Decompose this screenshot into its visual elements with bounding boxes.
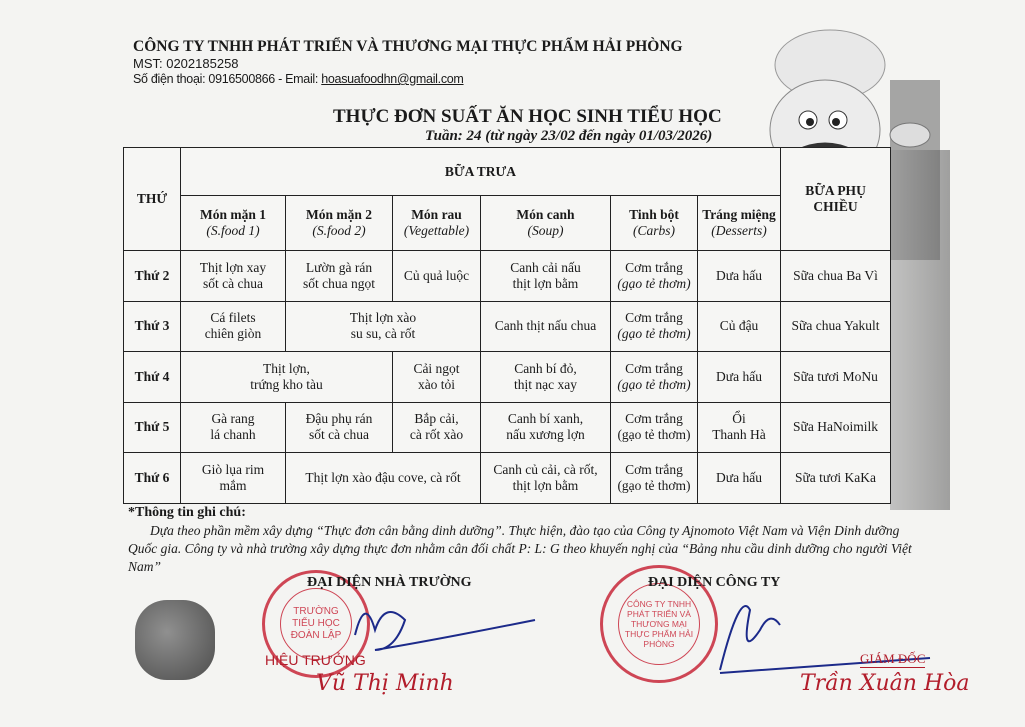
school-role: HIỆU TRƯỞNG [265,652,366,668]
col-sublabel: (Carbs) [632,223,675,238]
contact-info [133,72,464,86]
phone-text: Số điện thoại: 0916500866 - Email: [133,72,322,86]
school-signature-icon [345,595,545,655]
col-header-3 [481,196,611,251]
menu-item-text: Dưa hấu [716,368,762,384]
col-sublabel: (Desserts) [711,223,767,238]
menu-item-text: Dưa hấu [716,267,762,283]
company-signer-name: Trần Xuân Hòa [800,671,970,696]
menu-item-text: Sữa HaNoimilk [793,419,878,435]
menu-cell [181,402,286,453]
menu-item-text: Ổi Thanh Hà [712,411,766,443]
school-signer-name: Vũ Thị Minh [316,671,454,696]
menu-cell [286,453,481,504]
menu-item-text: Cơm trắng [625,360,683,376]
menu-item-text: Sữa chua Ba Vì [793,267,878,283]
col-label: Món rau [411,207,462,222]
menu-item-text: Cá filets chiên giòn [204,310,262,342]
menu-item-text: Canh cải nấu thịt lợn bằm [510,259,581,291]
table-row [124,352,891,403]
menu-cell [393,402,481,453]
menu-cell [611,352,698,403]
company-representative-label: ĐẠI DIỆN CÔNG TY [648,575,781,590]
snack-header: BỮA PHỤ CHIỀU [781,148,891,251]
menu-cell [481,352,611,403]
menu-cell [181,251,286,302]
menu-cell [611,251,698,302]
menu-cell [781,352,891,403]
col-header-4 [611,196,698,251]
day-cell: Thứ 4 [124,352,181,403]
menu-item-text: Cơm trắng [625,310,683,326]
col-header-2 [393,196,481,251]
menu-item-text: Canh bí đỏ, thịt nạc xay [514,360,577,392]
day-cell: Thứ 2 [124,251,181,302]
menu-cell [181,453,286,504]
table-row [124,453,891,504]
menu-cell [698,301,781,352]
table-row [124,251,891,302]
vegetable-decoration [890,150,950,510]
col-label: Món canh [516,207,575,222]
menu-item-text: Thịt lợn xay sốt cà chua [199,259,267,291]
menu-cell [181,301,286,352]
menu-item-text: Bắp cải, cà rốt xào [409,411,464,443]
menu-item-text: Sữa tươi KaKa [794,469,876,485]
col-label: Tráng miệng [702,207,776,222]
menu-cell [611,301,698,352]
menu-item-text: Dưa hấu [716,469,762,485]
menu-cell [698,352,781,403]
menu-cell [781,251,891,302]
menu-cell [286,301,481,352]
menu-item-note: (gạo tẻ thơm) [617,326,691,342]
day-cell: Thứ 3 [124,301,181,352]
col-sublabel: (S.food 1) [206,223,260,238]
table-row [124,402,891,453]
menu-cell [698,453,781,504]
notes-body: Dựa theo phần mềm xây dựng “Thực đơn cân bằng dinh dưỡng”. Thực hiện, đào tạo của Công ty Ajnomoto Việt Nam và Viện Dinh dưỡng Quốc gia. Công ty và nhà trường xây dựng thực đơn nhằm cân đối chất P: L: G theo khuyến nghị của “Bảng nhu cầu dinh dưỡng cho người Việt Nam” [128,523,912,574]
col-header-1 [286,196,393,251]
menu-item-text: Củ đậu [719,318,759,334]
menu-cell [481,301,611,352]
col-label: Món mặn 1 [199,207,266,222]
menu-item-text: Giò lụa rim mắm [201,461,265,493]
week-range: Tuần: 24 (từ ngày 23/02 đến ngày 01/03/2026) [425,128,713,144]
col-sublabel: (Soup) [527,223,564,238]
email-link[interactable]: hoasuafoodhn@gmail.com [321,72,464,86]
menu-cell [781,453,891,504]
menu-item-text: Canh bí xanh, nấu xương lợn [506,411,585,443]
menu-item-note: (gạo tẻ thơm) [617,275,691,291]
menu-cell [481,251,611,302]
day-cell: Thứ 5 [124,402,181,453]
menu-item-text: Thịt lợn xào đậu cove, cà rốt [305,469,461,485]
menu-cell [181,352,393,403]
lunch-group-header: BỮA TRƯA [181,148,781,196]
menu-cell [611,402,698,453]
school-representative-label: ĐẠI DIỆN NHÀ TRƯỜNG [307,575,472,590]
company-stamp-text: CÔNG TY TNHH PHÁT TRIỂN VÀ THƯƠNG MẠI THỰC PHẨM HẢI PHÒNG [618,583,700,665]
menu-item-text: Sữa tươi MoNu [793,368,878,384]
menu-cell [393,251,481,302]
menu-item-text: Canh củ cải, cà rốt, thịt lợn bằm [493,461,598,493]
company-role: GIÁM ĐỐC [860,651,926,666]
table-row [124,301,891,352]
menu-cell [781,402,891,453]
menu-cell [481,402,611,453]
menu-item-text: Đậu phụ rán sốt cà chua [305,411,373,443]
menu-cell [286,251,393,302]
company-name: CÔNG TY TNHH PHÁT TRIỂN VÀ THƯƠNG MẠI THỰC PHẨM HẢI PHÒNG [133,38,683,55]
col-sublabel: (Vegettable) [403,223,470,238]
tomato-image [135,600,215,680]
menu-item-text: Thịt lợn xào su su, cà rốt [349,310,417,342]
menu-item-text: Sữa chua Yakult [791,318,880,334]
day-cell: Thứ 6 [124,453,181,504]
menu-cell [781,301,891,352]
menu-item-text: Cải ngọt xào tỏi [413,360,460,392]
col-header-0 [181,196,286,251]
menu-item-text: Cơm trắng [625,259,683,275]
menu-cell [393,352,481,403]
menu-item-text: Cơm trắng (gạo tẻ thơm) [617,461,691,493]
menu-table [123,147,891,504]
col-label: Món mặn 2 [305,207,372,222]
menu-cell [611,453,698,504]
menu-item-text: Thịt lợn, trứng kho tàu [250,360,323,392]
col-label: Tinh bột [629,207,679,222]
menu-item-text: Cơm trắng (gạo tẻ thơm) [617,411,691,443]
menu-cell [286,402,393,453]
menu-item-text: Canh thịt nấu chua [494,318,597,334]
school-stamp-text: TRƯỜNG TIỂU HỌC ĐOÀN LẬP [280,588,352,660]
menu-title: THỰC ĐƠN SUẤT ĂN HỌC SINH TIỂU HỌC [333,106,722,127]
notes-heading: *Thông tin ghi chú: [128,505,246,520]
menu-cell [481,453,611,504]
menu-item-text: Gà rang lá chanh [210,411,256,443]
col-sublabel: (S.food 2) [312,223,366,238]
menu-cell [698,251,781,302]
menu-item-text: Củ quả luộc [403,267,470,283]
col-day-header: THỨ [124,148,181,251]
menu-cell [698,402,781,453]
col-header-5 [698,196,781,251]
menu-item-note: (gạo tẻ thơm) [617,376,691,392]
tax-code: MST: 0202185258 [133,56,239,71]
menu-item-text: Lườn gà rán sốt chua ngọt [303,259,375,291]
